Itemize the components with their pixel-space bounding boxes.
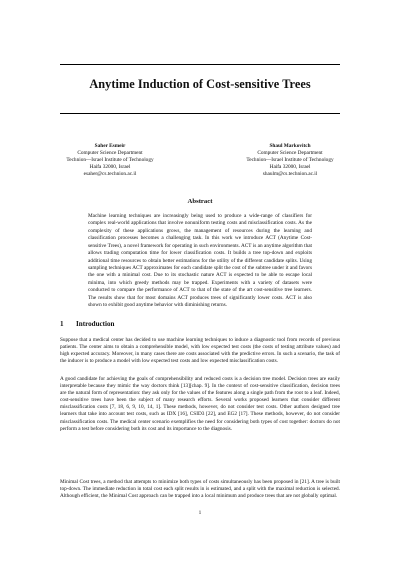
body-paragraph: Suppose that a medical center has decided to use machine learning techniques to induce a diagnostic tool from records of previous patients. The center aims to obtain a comprehensible model, with low expected test costs (the costs of testing attribute values) and high expected accuracy. Moreover, in many cases there are costs associated with the predictive errors. In such a scenario, the task of the inducer is to produce a model with low expected test costs and low expected misclassification costs. <box>60 337 340 365</box>
section-heading <box>60 320 115 328</box>
author-institution: Technion—Israel Institute of Technology <box>246 157 334 164</box>
author-city: Haifa 32000, Israel <box>89 164 131 171</box>
author-block <box>40 143 180 178</box>
author-block <box>220 143 360 178</box>
title-bottom-rule <box>60 113 340 114</box>
author-city: Haifa 32000, Israel <box>269 164 311 171</box>
title-top-rule <box>60 64 340 65</box>
body-paragraph: A good candidate for achieving the goals of comprehensibility and reduced costs is a decision tree model. Decision trees are easily interpretable because they mimic the way doctors think [13][chap. 9]. In the context of cost-sensitive classification, decision trees are the natural form of representation: they ask only for the values of the features along a single path from the root to a leaf. Indeed, cost-sensitive trees have been the subject of many research efforts. Several works proposed learners that consider different misclassification costs [7, 18, 6, 9, 10, 14, 1]. These methods, however, do not consider test costs. Other authors designed tree learners that take into account test costs, such as IDX [16], CSID3 [22], and EG2 [17]. These methods, however, do not consider misclassification costs. The medical center scenario exemplifies the need for considering both types of cost together: doctors do not perform a test before considering both its cost and its importance to the diagnosis. <box>60 376 340 432</box>
body-paragraph: Minimal Cost trees, a method that attempts to minimize both types of costs simultaneously has been proposed in [21]. A tree is built top-down. The immediate reduction in total cost each split results in is estimated, and a split with the maximal reduction is selected. Although efficient, the Minimal Cost approach can be trapped into a local minimum and produce trees that are not globally optimal. <box>60 479 340 500</box>
author-institution: Technion—Israel Institute of Technology <box>66 157 154 164</box>
page-number: 1 <box>198 510 202 516</box>
abstract-heading: Abstract <box>187 198 213 205</box>
section-number: 1 <box>60 320 64 328</box>
abstract-body: Machine learning techniques are increasingly being used to produce a wide-range of classifiers for complex real-world applications that involve nonuniform testing costs and misclassification costs. As the complexity of these applications grows, the management of resources during the learning and classification processes becomes a challenging task. In this work we introduce ACT (Anytime Cost-sensitive Trees), a novel framework for operating in such environments. ACT is an anytime algorithm that allows trading computation time for lower classification costs. It builds a tree top-down and exploits additional time resources to obtain better estimations for the utility of the different candidate splits. Using sampling techniques ACT approximates for each candidate split the cost of the subtree under it and favors the one with a minimal cost. Due to its stochastic nature ACT is expected to be able to escape local minima, into which greedy methods may be trapped. Experiments with a variety of datasets were conducted to compare the performance of ACT to that of the state of the art cost-sensitive tree learners. The results show that for most domains ACT produces trees of significantly lower costs. ACT is also shown to exhibit good anytime behavior with diminishing returns. <box>88 213 312 309</box>
author-email: shaulm@cs.technion.ac.il <box>262 171 318 178</box>
author-department: Computer Science Department <box>257 150 323 157</box>
author-email: esaher@cs.technion.ac.il <box>83 171 137 178</box>
author-name: Shaul Markovitch <box>269 143 311 149</box>
author-name: Saher Esmeir <box>94 143 126 149</box>
section-title: Introduction <box>76 320 115 328</box>
author-department: Computer Science Department <box>77 150 143 157</box>
paper-title: Anytime Induction of Cost-sensitive Trees <box>89 77 311 91</box>
